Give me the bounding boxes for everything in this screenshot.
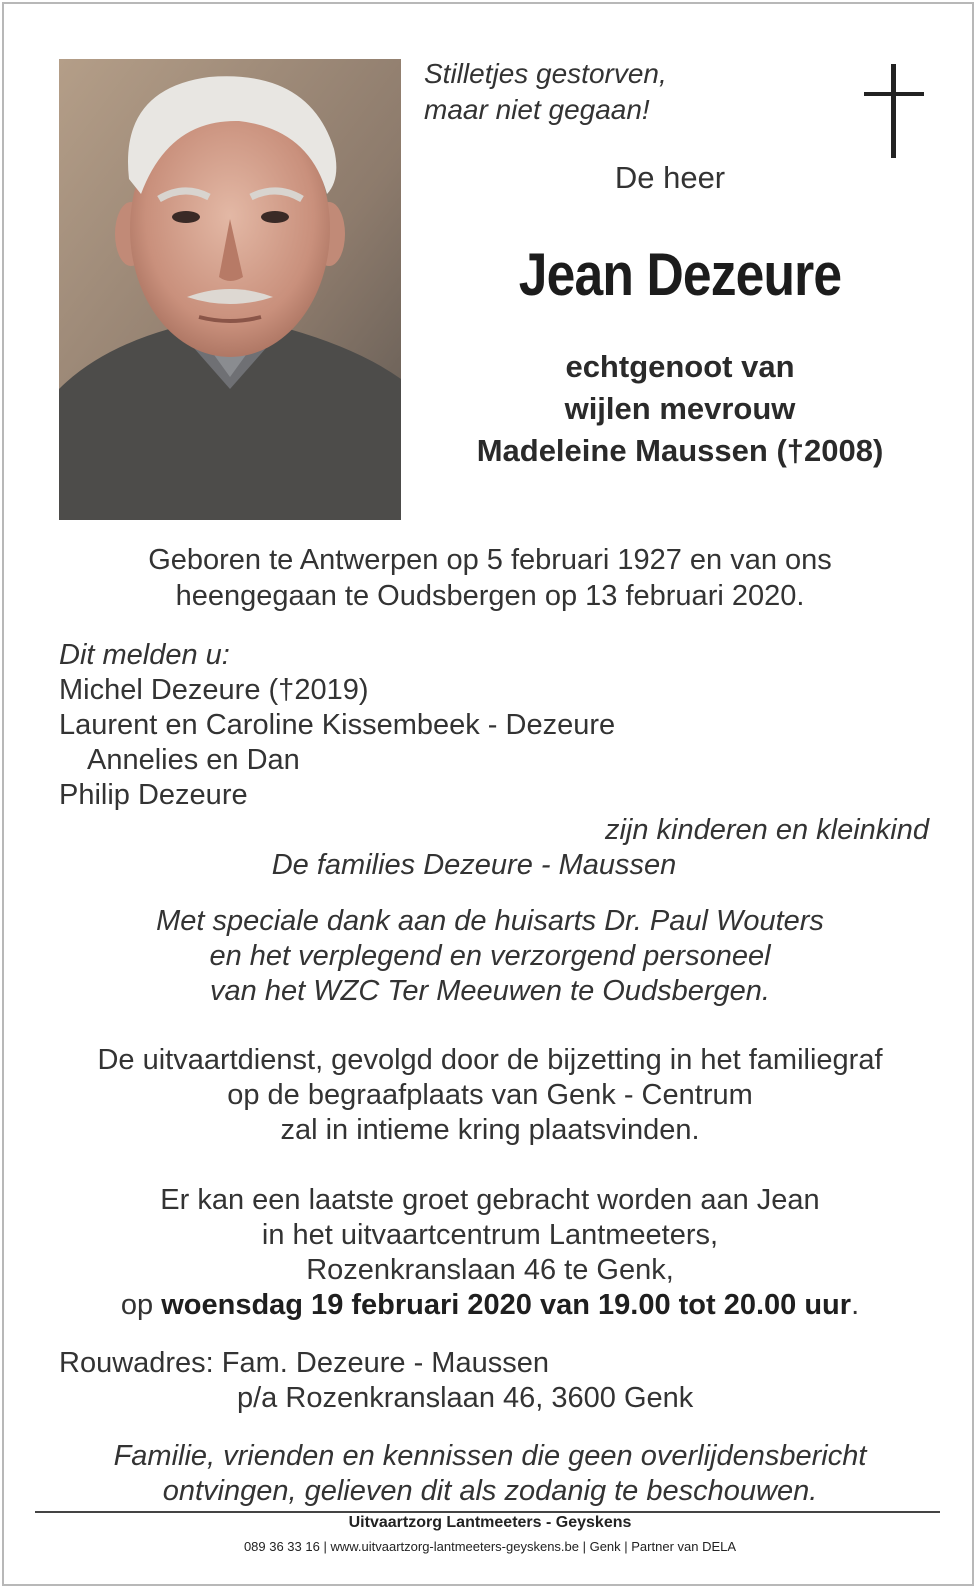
- address-line: Rouwadres: Fam. Dezeure - Maussen: [59, 1347, 549, 1379]
- announcer-name: Annelies en Dan: [87, 744, 300, 776]
- honorific: De heer: [614, 160, 726, 195]
- visitation-info: [40, 1183, 940, 1323]
- visitation-suffix: .: [851, 1289, 860, 1321]
- footer-divider: [35, 1511, 940, 1513]
- service-line: zal in intieme kring plaatsvinden.: [280, 1114, 700, 1146]
- portrait-photo: [59, 59, 401, 520]
- birth-line: Geboren te Antwerpen op 5 februari 1927 en van ons: [148, 544, 832, 576]
- thanks-line: Met speciale dank aan de huisarts Dr. Paul Wouters: [156, 905, 824, 937]
- undertaker-contact: 089 36 33 16 | www.uitvaartzorg-lantmeeters-geyskens.be | Genk | Partner van DELA: [243, 1539, 737, 1554]
- announcers: [59, 638, 929, 883]
- birth-death-info: [40, 542, 940, 614]
- notice-line: Familie, vrienden en kennissen die geen overlijdensbericht: [113, 1440, 867, 1472]
- thanks-message: [40, 904, 940, 1009]
- latin-cross-icon: [864, 64, 924, 160]
- spouse-line: wijlen mevrouw: [564, 391, 796, 426]
- visitation-line: Er kan een laatste groet gebracht worden aan Jean: [160, 1184, 820, 1216]
- funeral-service-info: [40, 1043, 940, 1148]
- spouse-name: Madeleine Maussen (†2008): [476, 433, 884, 468]
- visitation-date: woensdag 19 februari 2020 van 19.00 tot 20.00 uur: [161, 1289, 852, 1321]
- announcer-name: Michel Dezeure (†2019): [59, 674, 369, 706]
- deceased-name: Jean Dezeure: [518, 241, 842, 308]
- death-line: heengegaan te Oudsbergen op 13 februari 2020.: [175, 580, 805, 612]
- announcers-relation: zijn kinderen en kleinkind: [604, 814, 929, 846]
- visitation-datetime: [40, 1288, 940, 1323]
- announcers-intro: Dit melden u:: [59, 639, 230, 671]
- spouse-line: echtgenoot van: [565, 349, 795, 384]
- mourning-address: [59, 1346, 929, 1416]
- undertaker-name: Uitvaartzorg Lantmeeters - Geyskens: [348, 1514, 632, 1531]
- thanks-line: en het verplegend en verzorgend personeel: [209, 940, 771, 972]
- service-line: De uitvaartdienst, gevolgd door de bijzetting in het familiegraf: [97, 1044, 883, 1076]
- visitation-line: in het uitvaartcentrum Lantmeeters,: [261, 1219, 719, 1251]
- announcer-name: Laurent en Caroline Kissembeek - Dezeure: [59, 709, 616, 741]
- announcers-families: De families Dezeure - Maussen: [271, 849, 677, 881]
- motto-line: Stilletjes gestorven,: [424, 58, 667, 89]
- notice-line: ontvingen, gelieven dit als zodanig te beschouwen.: [162, 1475, 818, 1507]
- service-line: op de begraafplaats van Genk - Centrum: [227, 1079, 753, 1111]
- visitation-line: Rozenkranslaan 46 te Genk,: [306, 1254, 674, 1286]
- visitation-prefix: op: [120, 1289, 154, 1321]
- thanks-line: van het WZC Ter Meeuwen te Oudsbergen.: [210, 975, 770, 1007]
- closing-notice: [40, 1439, 940, 1509]
- announcer-name: Philip Dezeure: [59, 779, 248, 811]
- address-line: p/a Rozenkranslaan 46, 3600 Genk: [237, 1382, 694, 1414]
- spouse-info: [420, 346, 940, 472]
- motto-line: maar niet gegaan!: [424, 94, 650, 125]
- motto: [424, 56, 754, 128]
